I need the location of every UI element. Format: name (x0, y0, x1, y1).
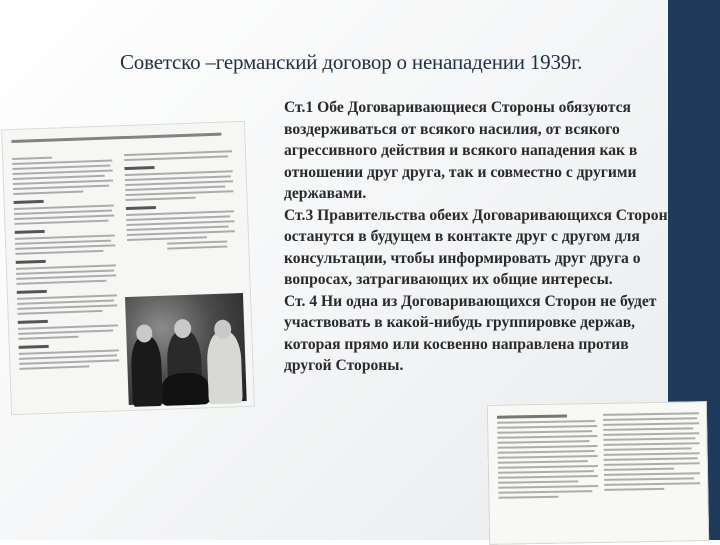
fragment-left-column (497, 411, 599, 502)
article-1-text: Ст.1 Обе Договаривающиеся Стороны обязуются воздерживаться от всякого насилия, от всякого агрессивного действия и всякого нападения как в отношении друг друга, так и совместно с другими державами. (284, 99, 638, 202)
document-header-scribble (11, 129, 236, 146)
document-right-column (124, 147, 238, 254)
fragment-right-column (603, 409, 702, 494)
document-left-column (12, 151, 124, 372)
treaty-articles-text (284, 97, 670, 377)
signing-photo (125, 293, 247, 405)
treaty-document-fragment-image (487, 401, 709, 545)
treaty-document-image (1, 121, 255, 415)
article-4-text: Ст. 4 Ни одна из Договаривающихся Сторон не будет участвовать в какой-нибудь группировке держав, которая прямо или косвенно направлена против другой Стороны. (284, 292, 657, 374)
slide-title: Советско –германский договор о ненападении 1939г. (120, 50, 583, 74)
article-3-text: Ст.3 Правительства обеих Договаривающихся Сторон останутся в будущем в контакте друг с другом для консультации, чтобы информировать друг друга о вопросах, затрагивающих их общие интересы. (284, 206, 668, 288)
